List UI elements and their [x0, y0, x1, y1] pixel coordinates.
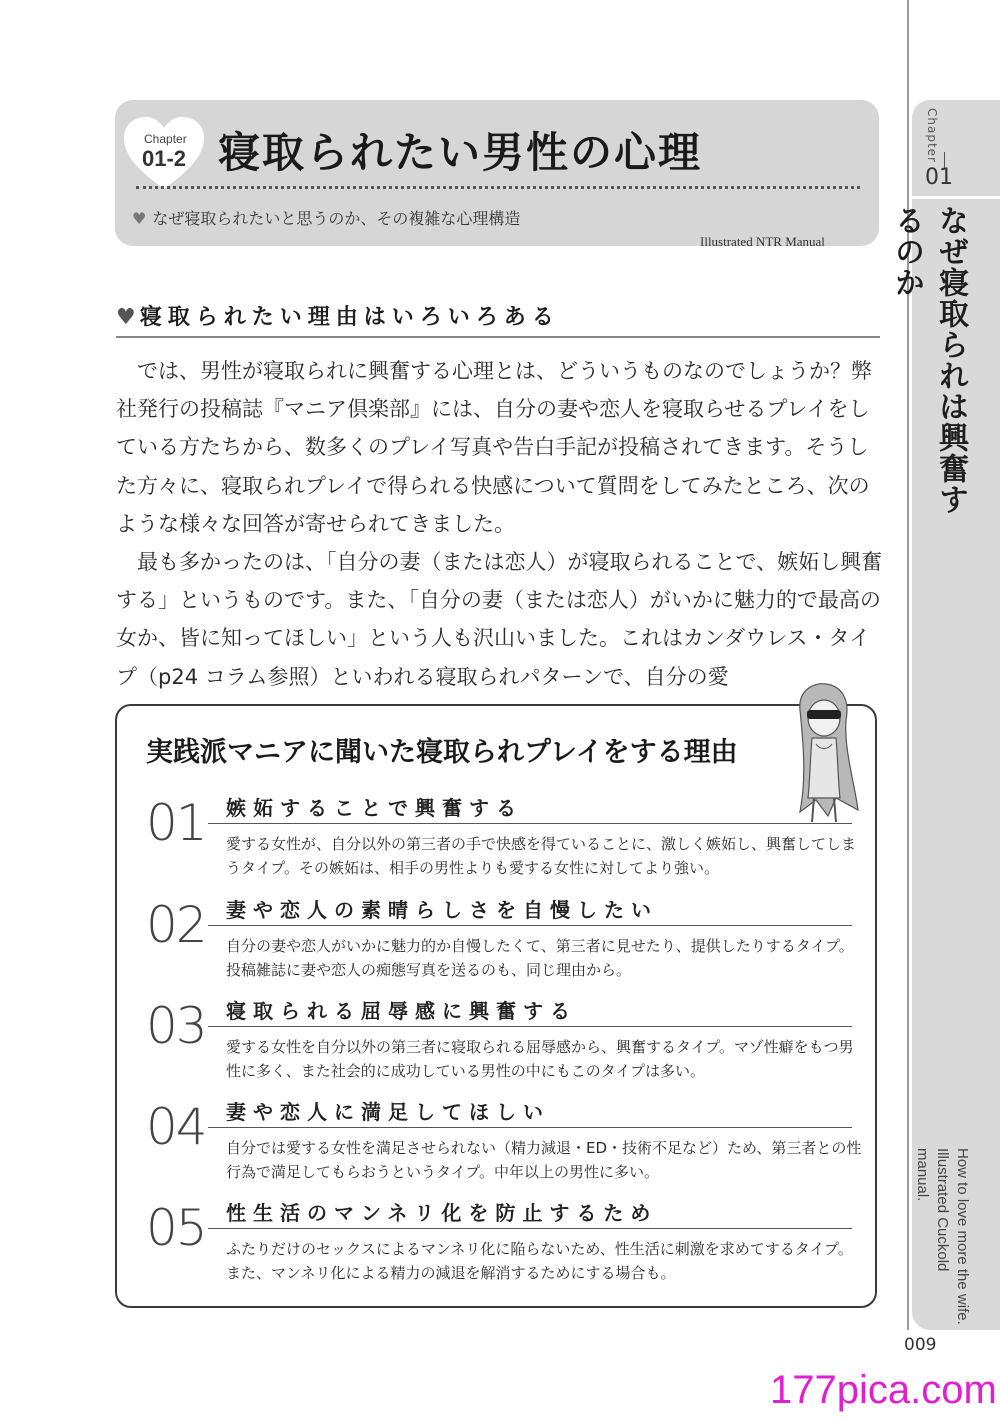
reason-description: ふたりだけのセックスによるマンネリ化に陥らないため、性生活に刺激を求めてするタイプ。また、マンネリ化による精力の減退を解消するためにする場合も。 [226, 1240, 853, 1282]
sidebar-rule [907, 0, 909, 1330]
page-subtitle [132, 206, 520, 229]
reason-number: 02 [146, 896, 206, 954]
mascot-illustration [780, 680, 864, 830]
reason-heading: 嫉妬することで興奮する [226, 796, 523, 820]
reason-rule [208, 925, 852, 926]
body-text [116, 352, 886, 696]
reasons-box-title: 実践派マニアに聞いた寝取られプレイをする理由 [146, 737, 738, 768]
reason-number: 05 [146, 1199, 206, 1257]
watermark: 177pica.com [770, 1368, 997, 1412]
chapter-number: 01-2 [141, 146, 187, 171]
reason-rule [208, 1228, 852, 1229]
reason-rule [208, 823, 852, 824]
subtitle-text: なぜ寝取られたいと思うのか、その複雑な心理構造 [152, 209, 521, 228]
section-heading [116, 300, 560, 331]
reason-description: 自分では愛する女性を満足させられない（精力減退・ED・技術不足など）ため、第三者との性行為で満足してもらおうというタイプ。中年以上の男性に多い。 [226, 1139, 862, 1181]
heart-bullet-icon: ♥ [116, 305, 136, 330]
reason-number: 01 [146, 794, 206, 852]
page-title: 寝取られたい男性の心理 [218, 128, 703, 177]
reason-number: 03 [146, 997, 206, 1055]
reason-rule [208, 1127, 852, 1128]
page-number: 009 [904, 1335, 937, 1355]
reason-heading: 寝取られる屈辱感に興奮する [226, 999, 577, 1023]
section-rule [116, 336, 880, 338]
sidebar-english-caption [914, 1148, 972, 1328]
section-heading-text: 寝取られたい理由はいろいろある [139, 305, 560, 330]
reason-description: 自分の妻や恋人がいかに魅力的か自慢したくて、第三者に見せたり、提供したりするタイプ。投稿雑誌に妻や恋人の痴態写真を送るのも、同じ理由から。 [226, 937, 854, 979]
reason-description: 愛する女性を自分以外の第三者に寝取られる屈辱感から、興奮するタイプ。マゾ性癖をもつ男性に多く、また社会的に成功している男性の中にもこのタイプは多い。 [226, 1038, 854, 1080]
reason-description: 愛する女性が、自分以外の第三者の手で快感を得ていることに、激しく嫉妬し、興奮してしまうタイプ。その嫉妬は、相手の男性よりも愛する女性に対してより強い。 [226, 835, 857, 877]
sidebar-english-line-1: How to love more the wife. [954, 1148, 971, 1325]
heart-bullet-icon: ♥ [132, 209, 147, 228]
reason-heading: 妻や恋人に満足してほしい [226, 1100, 550, 1124]
sidebar-chapter-word: Chapter [925, 108, 939, 163]
chapter-word: Chapter [144, 132, 187, 146]
manual-label: Illustrated NTR Manual [700, 234, 825, 249]
body-paragraph: では、男性が寝取られに興奮する心理とは、どういうものなのでしょうか？弊社発行の投稿誌『マニア倶楽部』には、自分の妻や恋人を寝取らせるプレイをしている方たちから、数多くのプレイ写真や告白手記が投稿されてきます。そうした方々に、寝取られプレイで得られる快感について質問をしてみたところ、次のような様々な回答が寄せられてきました。 [116, 359, 872, 536]
reason-heading: 妻や恋人の素晴らしさを自慢したい [226, 898, 658, 922]
reason-heading: 性生活のマンネリ化を防止するため [226, 1201, 658, 1225]
sidebar-english-line-2: Illustrated Cuckold manual. [914, 1148, 951, 1272]
reason-number: 04 [146, 1098, 206, 1156]
sidebar-chapter-title: なぜ寝取られは興奮するのか [889, 205, 968, 515]
reason-rule [208, 1026, 852, 1027]
title-dotted-rule [136, 186, 860, 189]
sidebar-divider [912, 196, 1000, 199]
body-paragraph: 最も多かったのは、「自分の妻（または恋人）が寝取られることで、嫉妬し興奮する」というものです。また、「自分の妻（または恋人）がいかに魅力的で最高の女か、皆に知ってほしい」という人も沢山いました。これはカンダウレス・タイプ（p24 コラム参照）といわれる寝取られパターンで、自分の愛 [116, 550, 883, 689]
sidebar-chapter-number: 01 [925, 165, 953, 190]
